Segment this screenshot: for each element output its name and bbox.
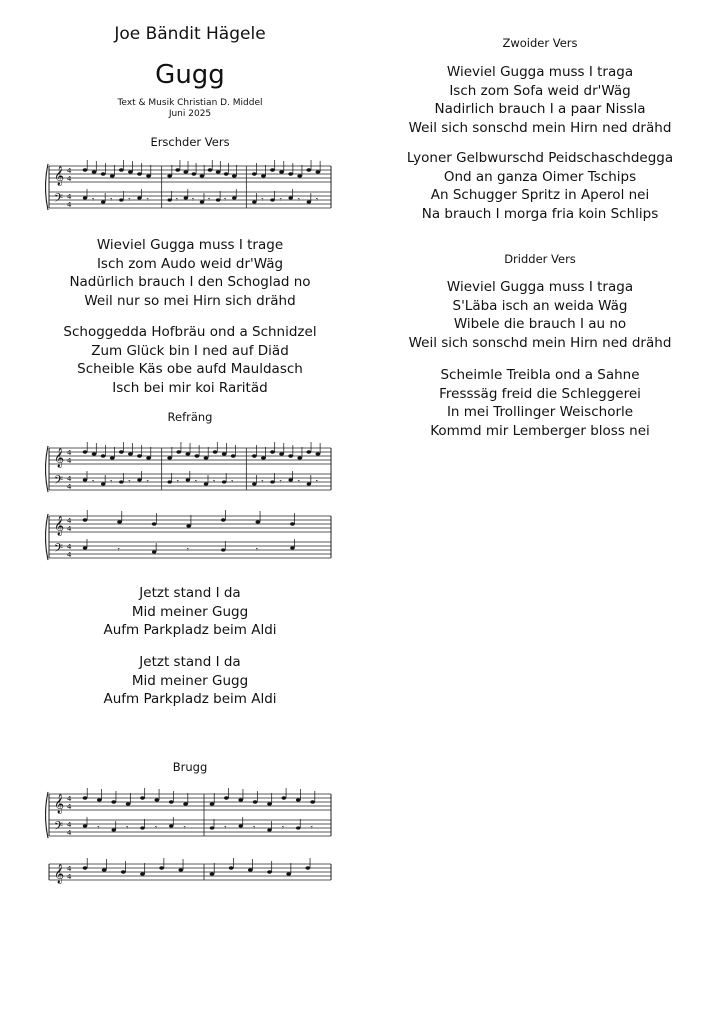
verse3-stanza2 xyxy=(385,366,695,440)
svg-text:4: 4 xyxy=(67,873,72,881)
lyric-line: Zum Glück bin I ned auf Diäd xyxy=(91,342,289,359)
svg-text:𝄾: 𝄾 xyxy=(126,823,129,832)
svg-text:𝄞: 𝄞 xyxy=(54,166,65,186)
svg-text:𝄾: 𝄾 xyxy=(97,823,100,832)
svg-text:𝄾: 𝄾 xyxy=(92,195,95,204)
lyric-line: Fresssäg freid die Schleggerei xyxy=(439,385,641,402)
svg-text:4: 4 xyxy=(67,475,72,483)
svg-text:𝄾: 𝄾 xyxy=(146,477,149,486)
lyric-line: Weil sich sonschd mein Hirn ned drähd xyxy=(408,119,672,136)
lyric-line: Schoggedda Hofbräu ond a Schnidzel xyxy=(63,324,317,340)
chorus-staff-2 xyxy=(45,510,335,572)
svg-text:4: 4 xyxy=(67,449,72,457)
svg-text:𝄾: 𝄾 xyxy=(213,477,216,486)
chorus-stanza2 xyxy=(40,653,340,709)
svg-text:4: 4 xyxy=(67,201,72,209)
svg-text:𝄾: 𝄾 xyxy=(297,477,300,486)
svg-text:𝄾: 𝄾 xyxy=(183,823,186,832)
sheet-music-staff-icon xyxy=(45,442,335,504)
sheet-music-staff-icon xyxy=(45,160,335,222)
credits xyxy=(90,98,290,120)
credits-line: Text & Musik Christian D. Middel xyxy=(117,98,263,108)
svg-text:𝄾: 𝄾 xyxy=(253,823,256,832)
lyric-line: Scheible Käs obe aufd Mauldasch xyxy=(77,361,303,377)
svg-text:𝄾: 𝄾 xyxy=(315,195,319,204)
lyric-line: Mid meiner Gugg xyxy=(131,603,249,620)
svg-text:𝄾: 𝄾 xyxy=(117,545,120,554)
svg-text:𝄾: 𝄾 xyxy=(194,477,198,486)
svg-text:𝄾: 𝄾 xyxy=(92,477,95,486)
credits-line: Juni 2025 xyxy=(168,109,212,119)
lyric-line: Aufm Parkpladz beim Aldi xyxy=(103,622,277,638)
svg-text:4: 4 xyxy=(67,517,72,525)
lyric-line: Na brauch I morga fria koin Schlips xyxy=(421,205,659,222)
svg-text:𝄾: 𝄾 xyxy=(128,195,131,204)
lyric-line: Mid meiner Gugg xyxy=(131,672,249,689)
verse2-stanza1 xyxy=(385,63,695,137)
verse1-staff xyxy=(45,160,335,222)
verse3-heading: Dridder Vers xyxy=(504,252,576,266)
svg-text:𝄾: 𝄾 xyxy=(279,477,282,486)
bridge-heading: Brugg xyxy=(172,760,208,774)
song-title: Gugg xyxy=(155,60,225,90)
svg-text:4: 4 xyxy=(67,829,72,837)
svg-text:𝄾: 𝄾 xyxy=(310,823,313,832)
svg-text:𝄢: 𝄢 xyxy=(54,542,64,558)
svg-text:𝄾: 𝄾 xyxy=(315,477,319,486)
lyric-line: In mei Trollinger Weischorle xyxy=(446,404,634,420)
svg-text:𝄢: 𝄢 xyxy=(54,474,64,490)
svg-text:4: 4 xyxy=(67,483,72,491)
svg-text:𝄾: 𝄾 xyxy=(176,477,179,486)
sheet-music-staff-icon xyxy=(45,510,335,572)
verse1-stanza2 xyxy=(40,323,340,397)
bridge-staff-2 xyxy=(45,858,335,888)
lyric-line: Jetzt stand I da xyxy=(139,585,241,601)
lyric-line: Nadirlich brauch I a paar Nissla xyxy=(434,101,646,117)
svg-text:𝄢: 𝄢 xyxy=(54,820,64,836)
svg-text:𝄾: 𝄾 xyxy=(255,545,258,554)
lyric-line: Isch zom Sofa weid dr'Wäg xyxy=(449,82,631,99)
lyric-line: Weil sich sonschd mein Hirn ned drähd xyxy=(408,334,672,351)
svg-text:4: 4 xyxy=(67,525,72,533)
svg-text:4: 4 xyxy=(67,821,72,829)
lyric-line: Kommd mir Lemberger bloss nei xyxy=(430,422,650,439)
svg-text:𝄾: 𝄾 xyxy=(154,823,158,832)
svg-text:𝄾: 𝄾 xyxy=(231,477,234,486)
verse2-stanza2 xyxy=(385,149,695,223)
svg-text:𝄾: 𝄾 xyxy=(224,823,227,832)
svg-text:𝄞: 𝄞 xyxy=(54,516,65,536)
verse2-heading: Zwoider Vers xyxy=(502,36,578,50)
svg-text:𝄾: 𝄾 xyxy=(261,477,264,486)
svg-text:4: 4 xyxy=(67,865,72,873)
svg-text:4: 4 xyxy=(67,167,72,175)
lyric-line: An Schugger Spritz in Aperol nei xyxy=(430,187,650,203)
chorus-stanza1 xyxy=(40,584,340,640)
svg-text:4: 4 xyxy=(67,457,72,465)
lyric-line: Ond an ganza Oimer Tschips xyxy=(443,168,637,185)
lyric-line: Isch zom Audo weid dr'Wäg xyxy=(96,255,284,272)
artist-name: Joe Bändit Hägele xyxy=(114,24,266,44)
bridge-staff-1 xyxy=(45,788,335,850)
verse3-stanza1 xyxy=(385,278,695,352)
svg-text:𝄾: 𝄾 xyxy=(297,195,300,204)
verse1-heading: Erschder Vers xyxy=(150,135,230,149)
svg-text:4: 4 xyxy=(67,795,72,803)
chorus-heading: Refräng xyxy=(167,410,213,424)
svg-text:𝄢: 𝄢 xyxy=(54,192,64,208)
lyric-line: Jetzt stand I da xyxy=(139,654,241,670)
lyric-line: Wieviel Gugga muss I traga xyxy=(446,64,634,80)
svg-text:𝄾: 𝄾 xyxy=(279,195,282,204)
svg-text:4: 4 xyxy=(67,551,72,559)
lyric-line: Wieviel Gugga muss I traga xyxy=(446,279,634,295)
svg-text:𝄞: 𝄞 xyxy=(54,794,65,814)
svg-text:4: 4 xyxy=(67,175,72,183)
svg-text:𝄾: 𝄾 xyxy=(186,545,189,554)
verse1-stanza1 xyxy=(40,236,340,310)
lyric-line: S'Läba isch an weida Wäg xyxy=(452,297,628,314)
sheet-music-staff-icon xyxy=(45,788,335,850)
svg-text:𝄾: 𝄾 xyxy=(175,195,178,204)
lyric-line: Lyoner Gelbwurschd Peidschaschdegga xyxy=(406,150,674,166)
svg-text:𝄞: 𝄞 xyxy=(54,448,65,468)
chorus-staff-1 xyxy=(45,442,335,504)
svg-text:𝄞: 𝄞 xyxy=(54,864,65,884)
svg-text:𝄾: 𝄾 xyxy=(110,477,113,486)
lyric-line: Nadürlich brauch I den Schoglad no xyxy=(69,274,311,290)
svg-text:4: 4 xyxy=(67,543,72,551)
lyric-line: Scheimle Treibla ond a Sahne xyxy=(440,367,640,383)
lyric-line: Weil nur so mei Hirn sich drähd xyxy=(84,292,296,309)
svg-text:𝄾: 𝄾 xyxy=(191,195,195,204)
lyric-line: Wieviel Gugga muss I trage xyxy=(96,237,284,253)
svg-text:𝄾: 𝄾 xyxy=(261,195,264,204)
svg-text:𝄾: 𝄾 xyxy=(224,195,227,204)
svg-text:𝄾: 𝄾 xyxy=(281,823,285,832)
svg-text:𝄾: 𝄾 xyxy=(128,477,131,486)
svg-text:𝄾: 𝄾 xyxy=(110,195,113,204)
svg-text:4: 4 xyxy=(67,193,72,201)
svg-text:𝄾: 𝄾 xyxy=(208,195,211,204)
lyric-line: Wibele die brauch I au no xyxy=(453,316,627,332)
lyric-line: Aufm Parkpladz beim Aldi xyxy=(103,691,277,707)
sheet-music-staff-icon xyxy=(45,858,335,888)
svg-text:4: 4 xyxy=(67,803,72,811)
svg-text:𝄾: 𝄾 xyxy=(146,195,149,204)
lyric-line: Isch bei mir koi Raritäd xyxy=(112,379,268,396)
